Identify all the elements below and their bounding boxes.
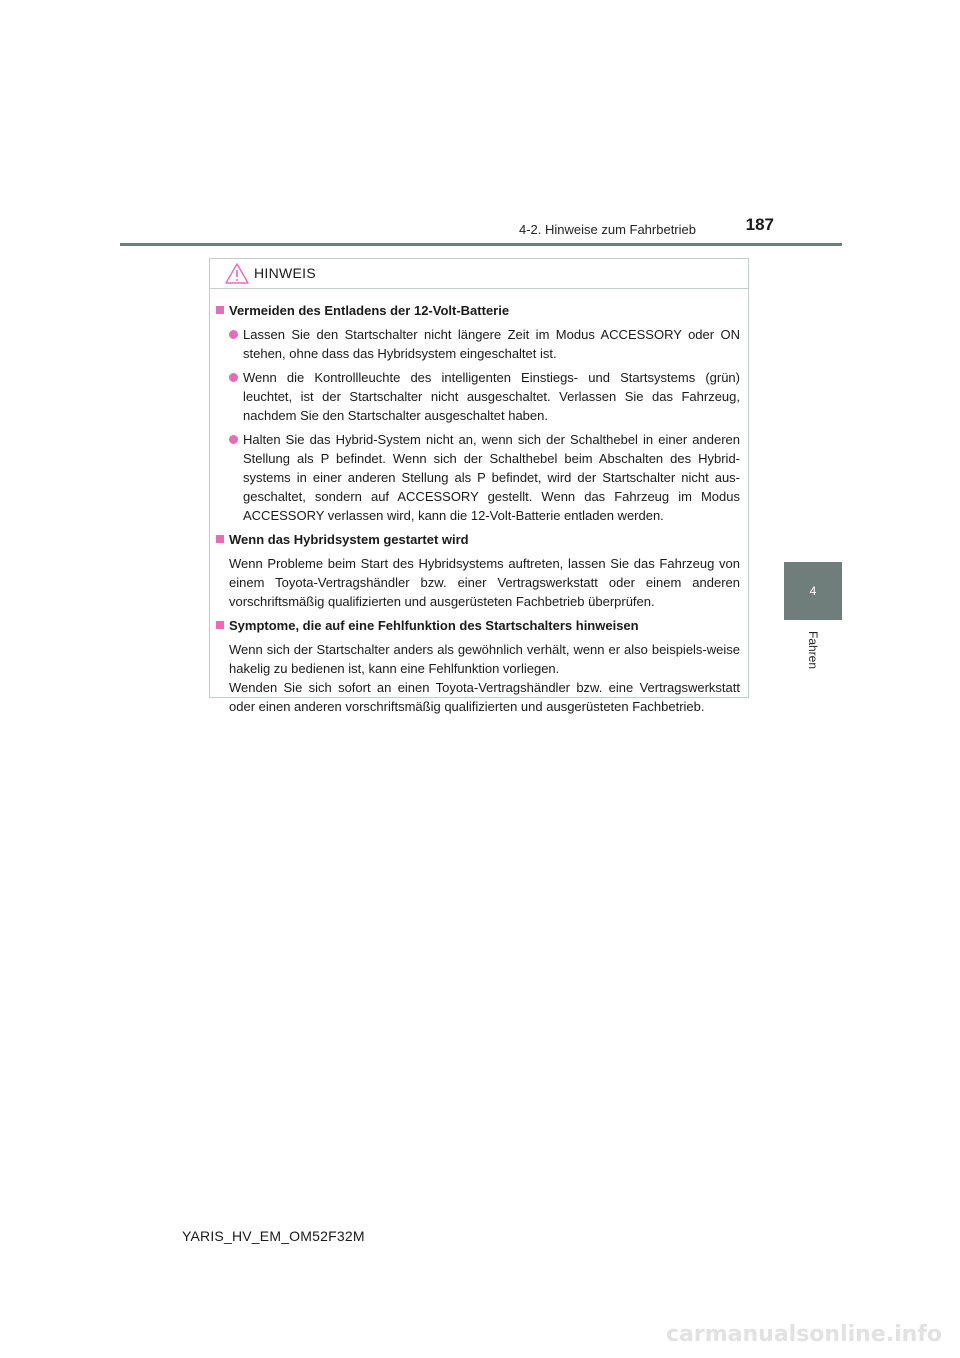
chapter-tab: [784, 562, 842, 620]
round-bullet-icon: [229, 435, 238, 444]
section-heading: Vermeiden des Entladens der 12-Volt-Batterie: [216, 301, 740, 320]
paragraph: Wenn sich der Startschalter anders als gewöhnlich verhält, wenn er also beispiels-weise hakelig zu bedienen ist, kann eine Fehlfunktion vorliegen.: [229, 642, 740, 676]
chapter-label: Fahren: [806, 630, 820, 670]
notice-box: [209, 258, 749, 714]
bullet-item: Lassen Sie den Startschalter nicht längere Zeit im Modus ACCESSORY oder ON stehen, ohne dass das Hybridsystem eingeschaltet ist.: [216, 325, 740, 363]
bullet-item: Wenn die Kontrollleuchte des intelligenten Einstiegs- und Startsystems (grün) leuchtet, ist der Startschalter nicht ausgeschaltet. Verlassen Sie das Fahrzeug, nachdem Sie den Startschalter ausgeschaltet haben.: [216, 368, 740, 425]
watermark: carmanualsonline.info: [666, 1322, 942, 1347]
square-bullet-icon: [216, 621, 224, 629]
paragraph: Wenden Sie sich sofort an einen Toyota-Vertragshändler bzw. eine Vertragswerkstatt oder einen anderen vorschriftsmäßig qualifizierten und ausgerüsteten Fachbetrieb.: [229, 680, 740, 714]
chapter-number: 4: [809, 584, 817, 598]
bullet-item: Halten Sie das Hybrid-System nicht an, wenn sich der Schalthebel in einer anderen Stellung als P befindet. Wenn sich der Schalthebel beim Abschalten des Hybrid-systems in einer anderen Stellung als P befindet, wird der Startschalter nicht aus-geschaltet, sondern auf ACCESSORY gestellt. Wenn das Fahrzeug im Modus ACCESSORY verlassen wird, kann die 12-Volt-Batterie entladen werden.: [216, 430, 740, 525]
round-bullet-icon: [229, 330, 238, 339]
section-title: 4-2. Hinweise zum Fahrbetrieb: [518, 222, 696, 237]
notice-title: HINWEIS: [254, 265, 316, 281]
chapter-label-container: [784, 630, 842, 670]
page-number: 187: [745, 215, 774, 234]
notice-body: [210, 289, 748, 716]
paragraph: Wenn Probleme beim Start des Hybridsystems auftreten, lassen Sie das Fahrzeug von einem Toyota-Vertragshändler bzw. einer Vertragswerkstatt oder einem anderen vorschriftsmäßig qualifizierten und ausgerüsteten Fachbetrieb überprüfen.: [229, 556, 740, 609]
round-bullet-icon: [229, 373, 238, 382]
header-divider: [120, 243, 842, 246]
notice-header: [210, 259, 748, 289]
warning-triangle-icon: [225, 263, 249, 284]
section-heading: Symptome, die auf eine Fehlfunktion des Startschalters hinweisen: [216, 616, 740, 635]
square-bullet-icon: [216, 535, 224, 543]
document-code: YARIS_HV_EM_OM52F32M: [182, 1228, 365, 1244]
square-bullet-icon: [216, 306, 224, 314]
section-heading: Wenn das Hybridsystem gestartet wird: [216, 530, 740, 549]
